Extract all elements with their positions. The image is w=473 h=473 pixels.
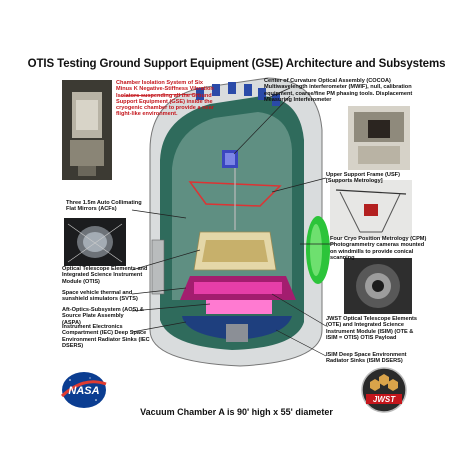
label-usf: Upper Support Frame (USF) [Supports Metrology] [326, 172, 400, 185]
label-jwst-payload: JWST Optical Telescope Elements (OTE) and Integrated Science Instrument Module (ISIM) (OTE & ISIM = OTIS) OTIS Payload [326, 316, 417, 341]
svg-text:JWST: JWST [372, 395, 396, 404]
label-acf: Three 1.5m Auto Collimating Flat Mirrors (ACFs) [66, 200, 142, 213]
svg-text:NASA: NASA [68, 385, 100, 397]
label-cocoa: Center of Curvature Optical Assembly (COCOA) Multiwavelength interferometer (MWIF), null, calibration equipment, coarse/fine PM phasing tools. Displacement Measuring Interferometer [264, 78, 413, 103]
label-otis: Optical Telescope Elements and Integrated Science Instrument Module (OTIS) [62, 266, 148, 285]
label-isim-dsers: ISIM Deep Space Environment Radiator Sinks (ISIM DSERS) [326, 352, 407, 365]
label-iec: Instrument Electronics Compartment (IEC) Deep Space Environment Radiator Sinks (IEC DSERS) [62, 324, 150, 349]
label-cpm: Four Cryo Position Metrology (CPM) Photogrammetry cameras mounted on windmills to provide conical scanning [330, 236, 427, 261]
label-isolation-system: Chamber Isolation System of Six Minus K Negative-Stiffness Vibration Isolators suspending all the Ground Support Equipment (GSE) inside the cryogenic chamber to provide a near flight-like environment. [116, 80, 214, 118]
label-aos: Aft-Optics-Subsystem (AOS) & Source Plate Assembly (ASPA) [62, 307, 144, 326]
jwst-logo [360, 366, 408, 414]
chamber-caption: Vacuum Chamber A is 90' high x 55' diameter [140, 407, 333, 417]
nasa-logo [60, 370, 108, 410]
diagram-title: OTIS Testing Ground Support Equipment (GSE) Architecture and Subsystems [27, 58, 446, 70]
label-svts: Space vehicle thermal and sunshield simulators (SVTS) [62, 290, 138, 303]
